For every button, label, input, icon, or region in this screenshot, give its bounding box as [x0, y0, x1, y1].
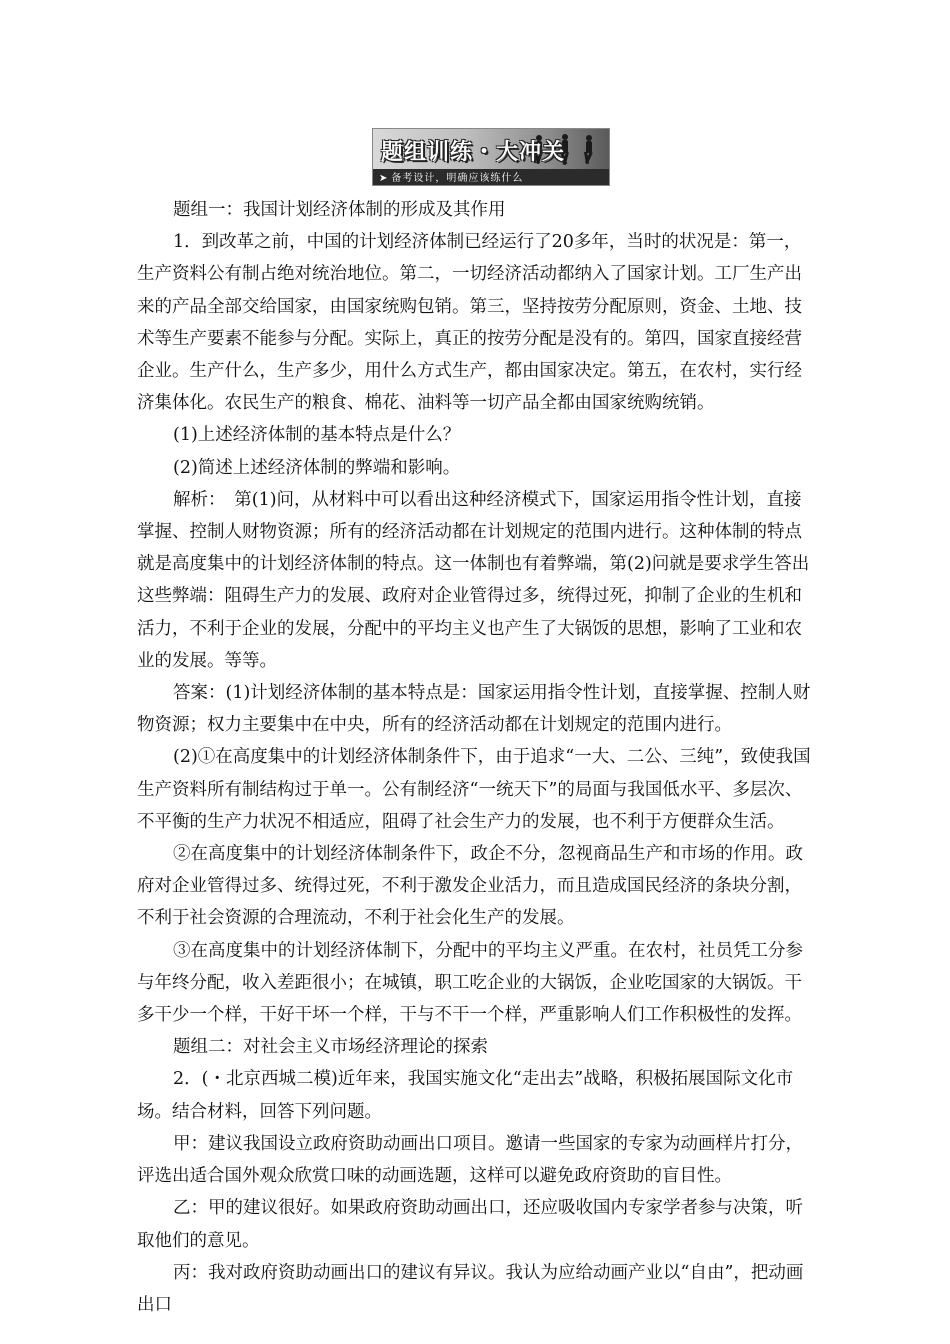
question-1-part-2: (2)简述上述经济体制的弊端和影响。 [173, 457, 461, 478]
answer-part-2-point-2: ②在高度集中的计划经济体制条件下，政企不分，忽视商品生产和市场的作用。政府对企业管得过多、统得过死，不利于激发企业活力，而且造成国民经济的条块分割，不利于社会资源的合理流动，不利于社会化生产的发展。 [137, 844, 803, 929]
document-body [137, 194, 817, 1321]
opinion-bing: 丙：我对政府资助动画出口的建议有异议。我认为应给动画产业以“自由”，把动画出口 [137, 1262, 804, 1315]
analysis-paragraph: 解析： 第(1)问，从材料中可以看出这种经济模式下，国家运用指令性计划，直接掌握、控制人财物资源；所有的经济活动都在计划规定的范围内进行。这种体制的特点就是高度集中的计划经济体制的特点。这一体制也有着弊端，第(2)问就是要求学生答出这些弊端：阻碍生产力的发展、政府对企业管得过多，统得过死，抑制了企业的生机和活力，不利于企业的发展，分配中的平均主义也产生了大锅饭的思想，影响了工业和农业的发展。等等。 [137, 489, 810, 671]
answer-part-2-point-3: ③在高度集中的计划经济体制下，分配中的平均主义严重。在农村，社员凭工分参与年终分配，收入差距很小；在城镇，职工吃企业的大锅饭，企业吃国家的大锅饭。干多干少一个样，干好干坏一个样，干与不干一个样，严重影响人们工作积极性的发挥。 [137, 940, 803, 1026]
question-1-material: 1．到改革之前，中国的计划经济体制已经运行了20多年，当时的状况是：第一，生产资料公有制占绝对统治地位。第二，一切经济活动都纳入了国家计划。工厂生产出来的产品全部交给国家，由国家统购包销。第三，坚持按劳分配原则，资金、土地、技术等生产要素不能参与分配。实际上，真正的按劳分配是没有的。第四，国家直接经营企业。生产什么，生产多少，用什么方式生产，都由国家决定。第五，在农村，实行经济集体化。农民生产的粮食、棉花、油料等一切产品全都由国家统购统销。 [137, 232, 802, 414]
banner-title: 题组训练・大冲关 [381, 140, 566, 165]
opinion-jia: 甲：建议我国设立政府资助动画出口项目。邀请一些国家的专家为动画样片打分，评选出适合国外观众欣赏口味的动画选题，这样可以避免政府资助的盲目性。 [137, 1133, 803, 1187]
banner-subtitle-row [379, 169, 523, 184]
banner-subtitle: 备考设计，明确应该练什么 [391, 173, 524, 184]
arrow-icon: ➤ [379, 173, 389, 184]
answer-part-2-point-1: (2)①在高度集中的计划经济体制条件下，由于追求“一大、二公、三纯”，致使我国生产资料所有制结构过于单一。公有制经济“一统天下”的局面与我国低水平、多层次、不平衡的生产力状况不相适应，阻碍了社会生产力的发展，也不利于方便群众生活。 [137, 747, 811, 832]
section-heading-2: 题组二：对社会主义市场经济理论的探索 [173, 1037, 488, 1058]
question-2-intro: 2．(・北京西城二模)近年来，我国实施文化“走出去”战略，积极拓展国际文化市场。结合材料，回答下列问题。 [137, 1069, 794, 1122]
section-heading-1: 题组一：我国计划经济体制的形成及其作用 [173, 200, 506, 220]
opinion-yi: 乙：甲的建议很好。如果政府资助动画出口，还应吸收国内专家学者参与决策，听取他们的意见。 [137, 1198, 803, 1251]
question-1-part-1: (1)上述经济体制的基本特点是什么？ [173, 425, 461, 446]
answer-part-1: 答案：(1)计划经济体制的基本特点是：国家运用指令性计划，直接掌握、控制人财物资源；权力主要集中在中央，所有的经济活动都在计划规定的范围内进行。 [137, 683, 811, 736]
section-banner [372, 128, 610, 186]
